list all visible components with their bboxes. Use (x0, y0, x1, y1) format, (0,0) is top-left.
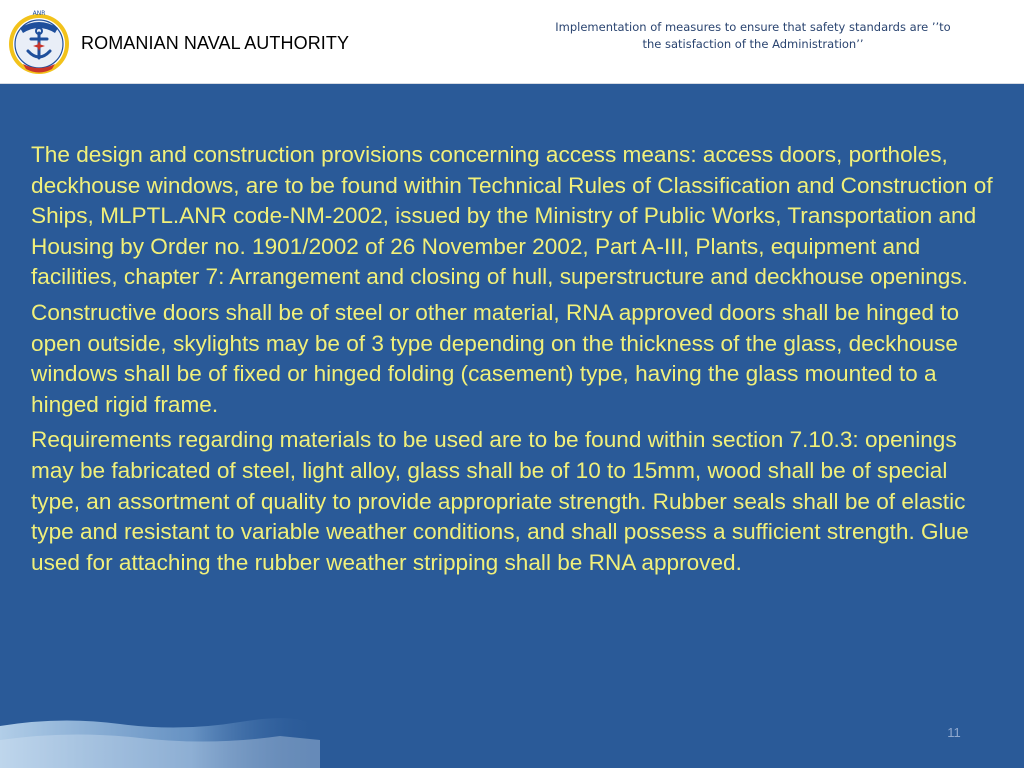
paragraph-design-provisions: The design and construction provisions concerning access means: access doors, portholes, deckhouse windows, are to be found within Technical Rules of Classification and Construction of Ships, MLPTL.ANR code-NM-2002, issued by the Ministry of Public Works, Transportation and Housing by Order no. 1901/2002 of 26 November 2002, Part A-III, Plants, equipment and facilities, chapter 7: Arrangement and closing of hull, superstructure and deckhouse openings. (31, 142, 993, 290)
organization-name: ROMANIAN NAVAL AUTHORITY (81, 33, 350, 53)
slide-header (0, 0, 1024, 84)
naval-authority-emblem-icon (6, 6, 72, 78)
page-number: 11 (947, 725, 961, 740)
logo-text: ANR (32, 10, 46, 17)
slide-header-title (520, 19, 986, 53)
slide-body (31, 140, 999, 583)
paragraph-constructive-doors: Constructive doors shall be of steel or other material, RNA approved doors shall be hinged to open outside, skylights may be of 3 type depending on the thickness of the glass, deckhouse windows shall be of fixed or hinged folding (casement) type, having the glass mounted to a hinged rigid frame. (31, 299, 960, 417)
paragraph-materials-requirements: Requirements regarding materials to be used are to be found within section 7.10.3: openings may be fabricated of steel, light alloy, glass shall be of 10 to 15mm, wood shall be of special type, an assortment of quality to provide appropriate strength. Rubber seals shall be of elastic type and resistant to variable weather conditions, and shall possess a sufficient strength. Glue used for attaching the rubber weather stripping shall be RNA approved. (31, 427, 969, 575)
footer-wave-decoration (0, 716, 320, 768)
header-title-line-1: Implementation of measures to ensure that safety standards are ’’to (555, 20, 951, 34)
header-title-line-2: the satisfaction of the Administration’’ (642, 37, 864, 51)
